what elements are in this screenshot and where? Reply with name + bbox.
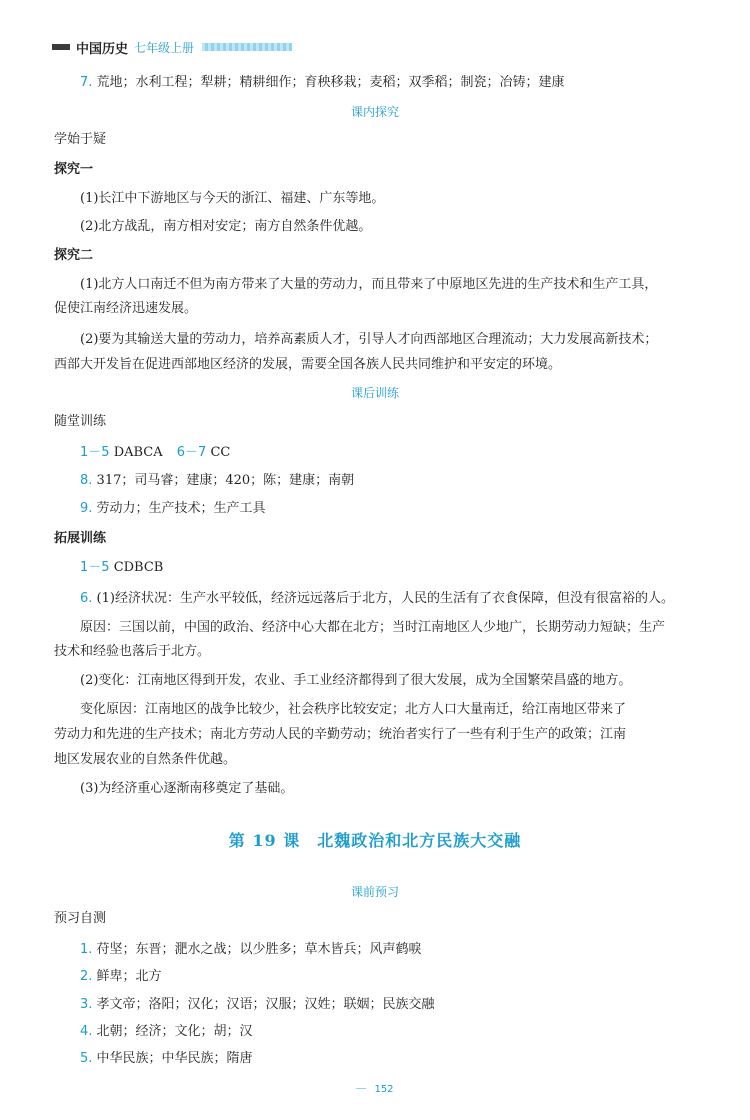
explore-2-title: 探究二 [54, 248, 94, 263]
extend-change: (2)变化：江南地区得到开发，农业、手工业经济都得到了很大发展，成为全国繁荣昌盛的地方。 [80, 673, 632, 688]
page-header [52, 38, 292, 56]
preview-item-2 [80, 968, 162, 986]
drill-answers-1-7 [80, 444, 230, 462]
explore-1-answer-1: (1)长江中下游地区与今天的浙江、福建、广东等地。 [80, 191, 385, 206]
extend-reason-line2: 技术和经验也落后于北方。 [54, 644, 211, 659]
explore-2-answer-1-line2: 促使江南经济迅速发展。 [54, 301, 198, 316]
item-text: 鲜卑；北方 [96, 969, 162, 984]
item-text: CC [210, 445, 231, 460]
item-text: 孝文帝；洛阳；汉化；汉语；汉服；汉姓；联姻；民族交融 [96, 997, 435, 1012]
item-text: CDBCB [113, 560, 164, 575]
item-text: (1)经济状况：生产水平较低，经济远远落后于北方，人民的生活有了衣食保障，但没有很富裕的人。 [96, 591, 674, 606]
section-title-in-class: 课内探究 [350, 105, 399, 119]
item-number: 3. [80, 997, 93, 1012]
page-number: 152 [374, 1084, 394, 1095]
subheading-self-test: 预习自测 [54, 911, 107, 926]
drill-item-8 [80, 472, 354, 490]
header-bar-decoration [52, 44, 70, 50]
extend-cause-line2: 劳动力和先进的生产技术；南北方劳动人民的辛勤劳动；统治者实行了一些有利于生产的政策；江南 [54, 727, 627, 742]
extend-cause-line3: 地区发展农业的自然条件优越。 [54, 752, 237, 767]
explore-2-answer-1-line1: (1)北方人口南迁不但为南方带来了大量的劳动力，而且带来了中原地区先进的生产技术和生产工具， [80, 277, 658, 292]
page-footer [0, 1080, 750, 1099]
lesson-title: 第 19 课 北魏政治和北方民族大交融 [228, 831, 522, 850]
subheading-extend: 拓展训练 [54, 531, 107, 546]
header-strip-decoration [202, 43, 292, 51]
item-number: 1. [80, 942, 93, 957]
item-text: 荒地；水利工程；犁耕；精耕细作；育秧移栽；麦稻；双季稻；制瓷；冶铸；建康 [96, 75, 565, 90]
preview-item-3 [80, 996, 435, 1014]
item-text: 317；司马睿；建康；420；陈；建康；南朝 [96, 473, 355, 488]
extend-reason-line1: 原因：三国以前，中国的政治、经济中心大都在北方；当时江南地区人少地广，长期劳动力短缺；生产 [80, 620, 666, 635]
section-title-preview: 课前预习 [350, 885, 399, 899]
footer-dash-decoration [356, 1088, 366, 1089]
book-title: 中国历史 [76, 41, 129, 57]
item-number: 7. [80, 75, 93, 90]
item-text: 北朝；经济；文化；胡；汉 [96, 1024, 253, 1039]
explore-2-answer-2-line2: 西部大开发旨在促进西部地区经济的发展，需要全国各族人民共同维护和平安定的环境。 [54, 357, 562, 372]
item-number: 1－5 [80, 560, 110, 575]
explore-1-title: 探究一 [54, 162, 94, 177]
book-grade: 七年级上册 [134, 40, 195, 55]
item-number: 4. [80, 1024, 93, 1039]
item-text: 劳动力；生产技术；生产工具 [96, 501, 266, 516]
preview-item-1 [80, 941, 422, 959]
item-number: 2. [80, 969, 93, 984]
extend-item-6 [80, 590, 674, 608]
preview-item-5 [80, 1050, 253, 1068]
preview-item-4 [80, 1023, 253, 1041]
item-text: 中华民族；中华民族；隋唐 [96, 1051, 253, 1066]
item-number: 6. [80, 591, 93, 606]
extend-answers-1-5 [80, 559, 163, 577]
item-number: 8. [80, 473, 93, 488]
item-number: 1－5 [80, 445, 110, 460]
extend-cause-line1: 变化原因：江南地区的战争比较少，社会秩序比较安定；北方人口大量南迁，给江南地区带来了 [80, 702, 627, 717]
item-number: 9. [80, 501, 93, 516]
item-text: DABCA [113, 445, 163, 460]
item-text: 苻坚；东晋；淝水之战；以少胜多；草木皆兵；风声鹤唳 [96, 942, 422, 957]
subheading-drill: 随堂训练 [54, 414, 107, 429]
drill-item-9 [80, 500, 266, 518]
extend-answer-3: (3)为经济重心逐渐南移奠定了基础。 [80, 781, 294, 796]
answer-item-7 [80, 74, 565, 92]
explore-1-answer-2: (2)北方战乱，南方相对安定；南方自然条件优越。 [80, 219, 372, 234]
explore-2-answer-2-line1: (2)要为其输送大量的劳动力，培养高素质人才，引导人才向西部地区合理流动；大力发展高新技术； [80, 332, 658, 347]
item-number: 5. [80, 1051, 93, 1066]
section-title-after-class: 课后训练 [350, 386, 399, 400]
item-number: 6－7 [176, 445, 207, 460]
subheading-study: 学始于疑 [54, 132, 107, 147]
